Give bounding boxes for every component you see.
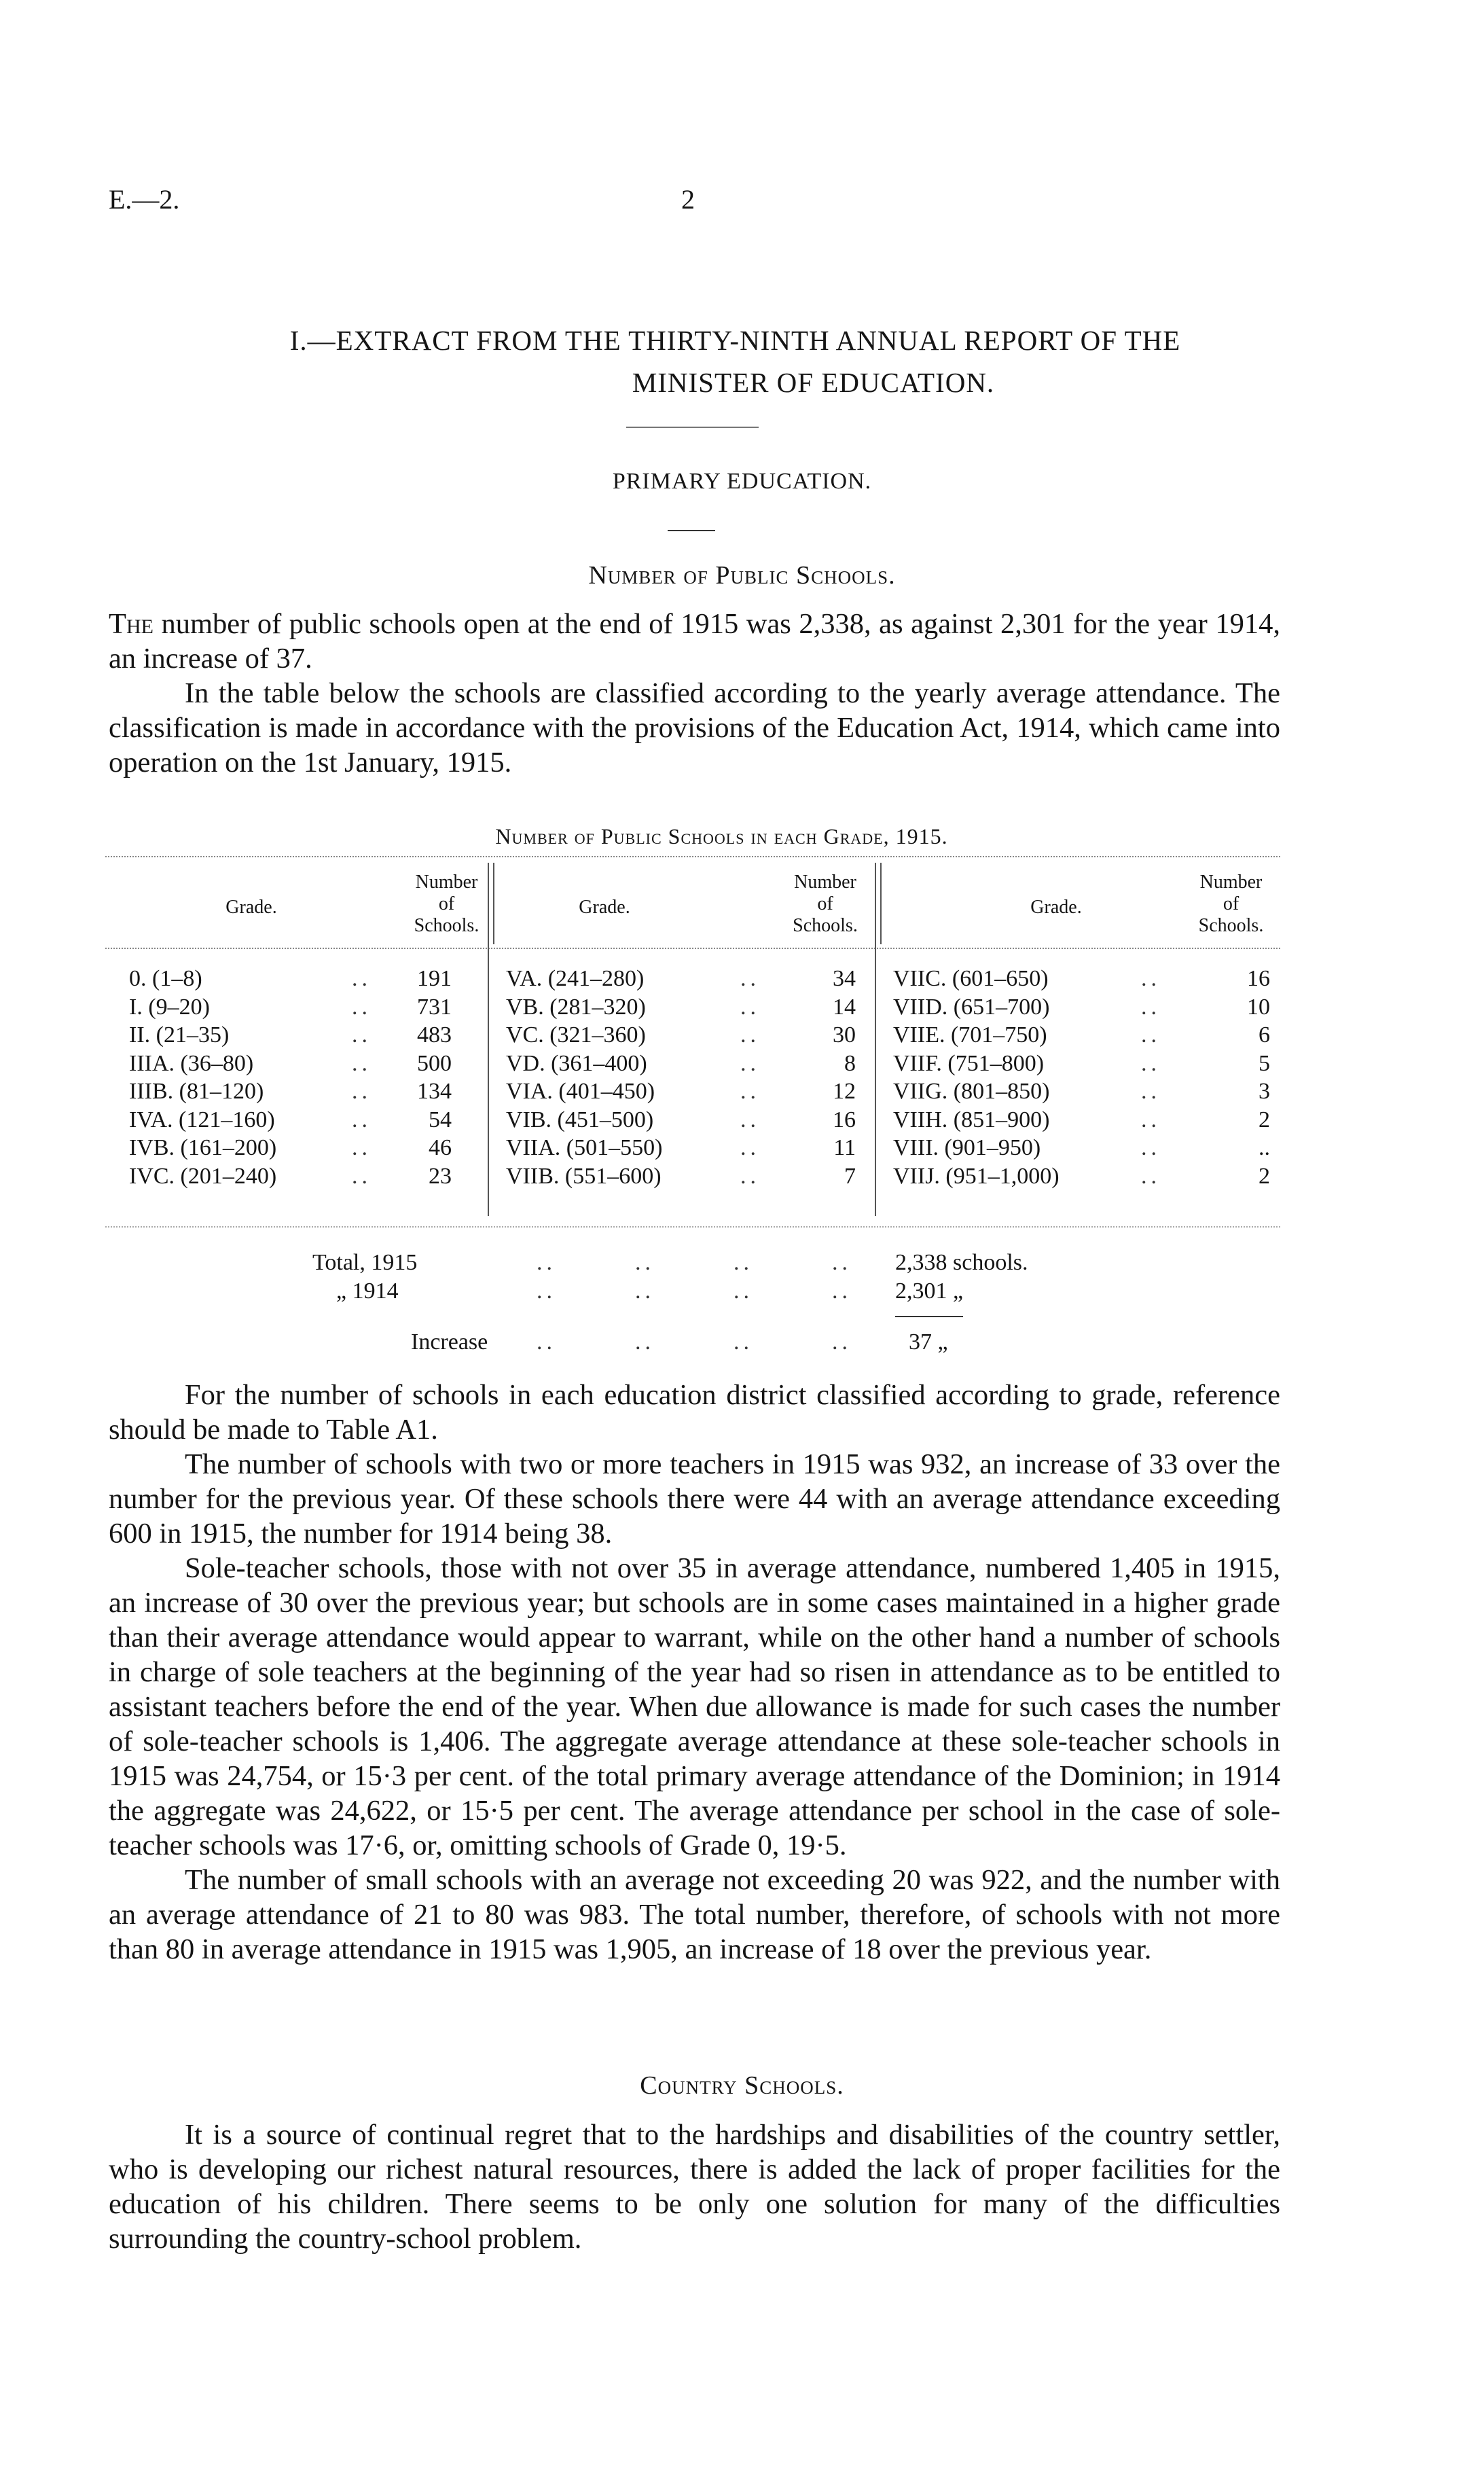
- increase-leader: .. .. .. ..: [537, 1329, 852, 1355]
- title-divider: [626, 427, 759, 428]
- table-grade-cell: VD. (361–400): [506, 1050, 647, 1076]
- paragraph-sole-teacher: Sole-teacher schools, those with not over 35 in average attendance, numbered 1,405 in 1915, an increase of 30 over the previous year; but schools are in some cases maintained in a higher grade than their average attendance would appear to warrant, while on the other hand a number of schools in charge of sole teachers at the beginning of the year had so risen in attendance as to be entitled to assistant teachers before the end of the year. When due allowance is made for such cases the number of sole-teacher schools is 1,406. The aggregate average attendance at these sole-teacher schools in 1915 was 24,754, or 15·3 per cent. of the total primary average attendance of the Dominion; in 1914 the aggregate was 24,622, or 15·5 per cent. The average attendance per school in the case of sole-teacher schools was 17·6, or, omitting schools of Grade 0, 19·5.: [109, 1552, 1280, 1861]
- table-header-number-3: Number of Schools.: [1198, 872, 1264, 936]
- table-count-cell: 134: [417, 1079, 452, 1104]
- table-grade-cell: VIIA. (501–550): [506, 1135, 663, 1160]
- table-grade-cell: I. (9–20): [129, 994, 210, 1020]
- public-schools-intro: [109, 607, 1280, 780]
- table-caption: Number of Public Schools in each Grade, 1915.: [495, 824, 948, 848]
- table-grade-cell: VIIB. (551–600): [506, 1163, 662, 1189]
- table-count-cell: 731: [417, 994, 452, 1020]
- table-count-cell: 11: [833, 1135, 856, 1160]
- table-separator-2: [875, 863, 876, 1216]
- paragraph-grade-reference: For the number of schools in each education district classified according to grade, reference should be made to Table A1.: [109, 1379, 1280, 1446]
- table-leader-dots: ..: [1141, 994, 1161, 1020]
- section-divider: [668, 530, 715, 531]
- table-grade-cell: VC. (321–360): [506, 1022, 646, 1048]
- intro-lead-word: The: [109, 608, 153, 640]
- table-separator-1b: [493, 863, 494, 944]
- table-top-rule: [105, 856, 1280, 858]
- table-leader-dots: ..: [1141, 1079, 1161, 1104]
- table-header-grade-3: Grade.: [1030, 897, 1082, 918]
- report-reference: E.—2.: [109, 184, 180, 215]
- increase-label: Increase: [411, 1329, 488, 1355]
- paragraph-small-schools: The number of small schools with an average not exceeding 20 was 922, and the number with an average attendance of 21 to 80 was 983. The total number, therefore, of schools with not more than 80 in average attendance in 1915 was 1,905, an increase of 18 over the previous year.: [109, 1864, 1280, 1965]
- table-leader-dots: ..: [740, 1107, 760, 1132]
- table-leader-dots: ..: [1141, 966, 1161, 991]
- table-grade-cell: VIIJ. (951–1,000): [893, 1163, 1060, 1189]
- table-grade-cell: VB. (281–320): [506, 994, 646, 1020]
- table-leader-dots: ..: [740, 1135, 760, 1160]
- table-count-cell: 34: [833, 966, 856, 991]
- table-grade-cell: VIIF. (751–800): [893, 1050, 1045, 1076]
- country-schools-text: [109, 2117, 1280, 2256]
- table-count-cell: 8: [844, 1050, 856, 1076]
- total-1914-value: 2,301 „: [895, 1278, 964, 1304]
- table-grade-cell: 0. (1–8): [129, 966, 202, 991]
- table-grade-cell: VIIC. (601–650): [893, 966, 1049, 991]
- table-leader-dots: ..: [352, 1163, 372, 1189]
- table-count-cell: 16: [1247, 966, 1270, 991]
- table-count-cell: 2: [1259, 1163, 1270, 1189]
- table-count-cell: 191: [417, 966, 452, 991]
- table-count-cell: 483: [417, 1022, 452, 1048]
- table-count-cell: ..: [1259, 1135, 1270, 1160]
- table-leader-dots: ..: [740, 1022, 760, 1048]
- section-heading: PRIMARY EDUCATION.: [612, 469, 872, 494]
- paragraph-multi-teacher: The number of schools with two or more teachers in 1915 was 932, an increase of 33 over the number for the previous year. Of these schools there were 44 with an average attendance exceeding 600 in 1915, the number for 1914 being 38.: [109, 1448, 1280, 1550]
- country-schools-heading: Country Schools.: [640, 2071, 844, 2100]
- table-count-cell: 23: [429, 1163, 452, 1189]
- table-header-number-1: Number of Schools.: [414, 872, 479, 936]
- table-header-grade-2: Grade.: [579, 897, 630, 918]
- table-count-cell: 5: [1259, 1050, 1270, 1076]
- public-schools-heading: Number of Public Schools.: [588, 561, 896, 590]
- table-grade-cell: VIB. (451–500): [506, 1107, 654, 1132]
- table-grade-cell: IIIA. (36–80): [129, 1050, 254, 1076]
- table-grade-cell: VIID. (651–700): [893, 994, 1050, 1020]
- table-leader-dots: ..: [1141, 1135, 1161, 1160]
- total-1915-leader: .. .. .. ..: [537, 1250, 852, 1275]
- table-header-rule: [105, 948, 1280, 950]
- table-leader-dots: ..: [352, 1079, 372, 1104]
- table-count-cell: 54: [429, 1107, 452, 1132]
- table-grade-cell: II. (21–35): [129, 1022, 230, 1048]
- table-leader-dots: ..: [352, 1050, 372, 1076]
- table-leader-dots: ..: [352, 994, 372, 1020]
- table-grade-cell: VIIE. (701–750): [893, 1022, 1047, 1048]
- total-1915-value: 2,338 schools.: [895, 1250, 1028, 1275]
- total-1915-label: Total, 1915: [312, 1250, 418, 1275]
- table-leader-dots: ..: [740, 1079, 760, 1104]
- increase-value: 37 „: [909, 1329, 948, 1355]
- title-line-1: I.—EXTRACT FROM THE THIRTY-NINTH ANNUAL REPORT OF THE: [289, 325, 1181, 356]
- table-grade-cell: VIIG. (801–850): [893, 1079, 1050, 1104]
- table-leader-dots: ..: [352, 966, 372, 991]
- table-leader-dots: ..: [740, 1163, 760, 1189]
- table-count-cell: 46: [429, 1135, 452, 1160]
- table-header-grade-1: Grade.: [225, 897, 277, 918]
- table-count-cell: 2: [1259, 1107, 1270, 1132]
- title-line-2: MINISTER OF EDUCATION.: [632, 367, 995, 398]
- table-grade-cell: VIIH. (851–900): [893, 1107, 1050, 1132]
- table-count-cell: 10: [1247, 994, 1270, 1020]
- intro-paragraph-2: In the table below the schools are classified according to the yearly average attendance. The classification is made in accordance with the provisions of the Education Act, 1914, which came into operation on the 1st January, 1915.: [109, 677, 1280, 779]
- table-leader-dots: ..: [352, 1022, 372, 1048]
- table-count-cell: 12: [833, 1079, 856, 1104]
- table-grade-cell: IVC. (201–240): [129, 1163, 277, 1189]
- table-grade-cell: VA. (241–280): [506, 966, 645, 991]
- table-count-cell: 30: [833, 1022, 856, 1048]
- total-1914-leader: .. .. .. ..: [537, 1278, 852, 1304]
- body-paragraphs: [109, 1378, 1280, 1967]
- table-separator-1: [488, 863, 489, 1216]
- page-number: 2: [681, 184, 695, 215]
- table-grade-cell: VIA. (401–450): [506, 1079, 655, 1104]
- table-grade-cell: IVA. (121–160): [129, 1107, 275, 1132]
- table-count-cell: 14: [833, 994, 856, 1020]
- intro-paragraph-1: [109, 607, 1280, 676]
- table-leader-dots: ..: [1141, 1022, 1161, 1048]
- table-count-cell: 3: [1259, 1079, 1270, 1104]
- table-leader-dots: ..: [1141, 1050, 1161, 1076]
- table-leader-dots: ..: [1141, 1107, 1161, 1132]
- country-schools-paragraph: It is a source of continual regret that to the hardships and disabilities of the country settler, who is developing our richest natural resources, there is added the lack of proper facilities for the education of his children. There seems to be only one solution for many of the difficulties surrounding the country-school problem.: [109, 2119, 1280, 2255]
- table-leader-dots: ..: [352, 1135, 372, 1160]
- table-leader-dots: ..: [740, 1050, 760, 1076]
- document-title: [0, 319, 1484, 404]
- table-grade-cell: IIIB. (81–120): [129, 1079, 264, 1104]
- table-count-cell: 7: [844, 1163, 856, 1189]
- table-header-number-2: Number of Schools.: [793, 872, 858, 936]
- table-grade-cell: VIII. (901–950): [893, 1135, 1041, 1160]
- table-leader-dots: ..: [740, 994, 760, 1020]
- table-leader-dots: ..: [1141, 1163, 1161, 1189]
- table-grade-cell: IVB. (161–200): [129, 1135, 277, 1160]
- table-separator-2b: [880, 863, 882, 944]
- totals-rule: [895, 1316, 963, 1317]
- total-1914-label: „ 1914: [336, 1278, 399, 1304]
- table-count-cell: 6: [1259, 1022, 1270, 1048]
- table-bottom-rule: [105, 1226, 1280, 1228]
- table-count-cell: 500: [417, 1050, 452, 1076]
- table-count-cell: 16: [833, 1107, 856, 1132]
- table-leader-dots: ..: [740, 966, 760, 991]
- intro-text: number of public schools open at the end of 1915 was 2,338, as against 2,301 for the year 1914, an increase of 37.: [109, 608, 1280, 675]
- table-leader-dots: ..: [352, 1107, 372, 1132]
